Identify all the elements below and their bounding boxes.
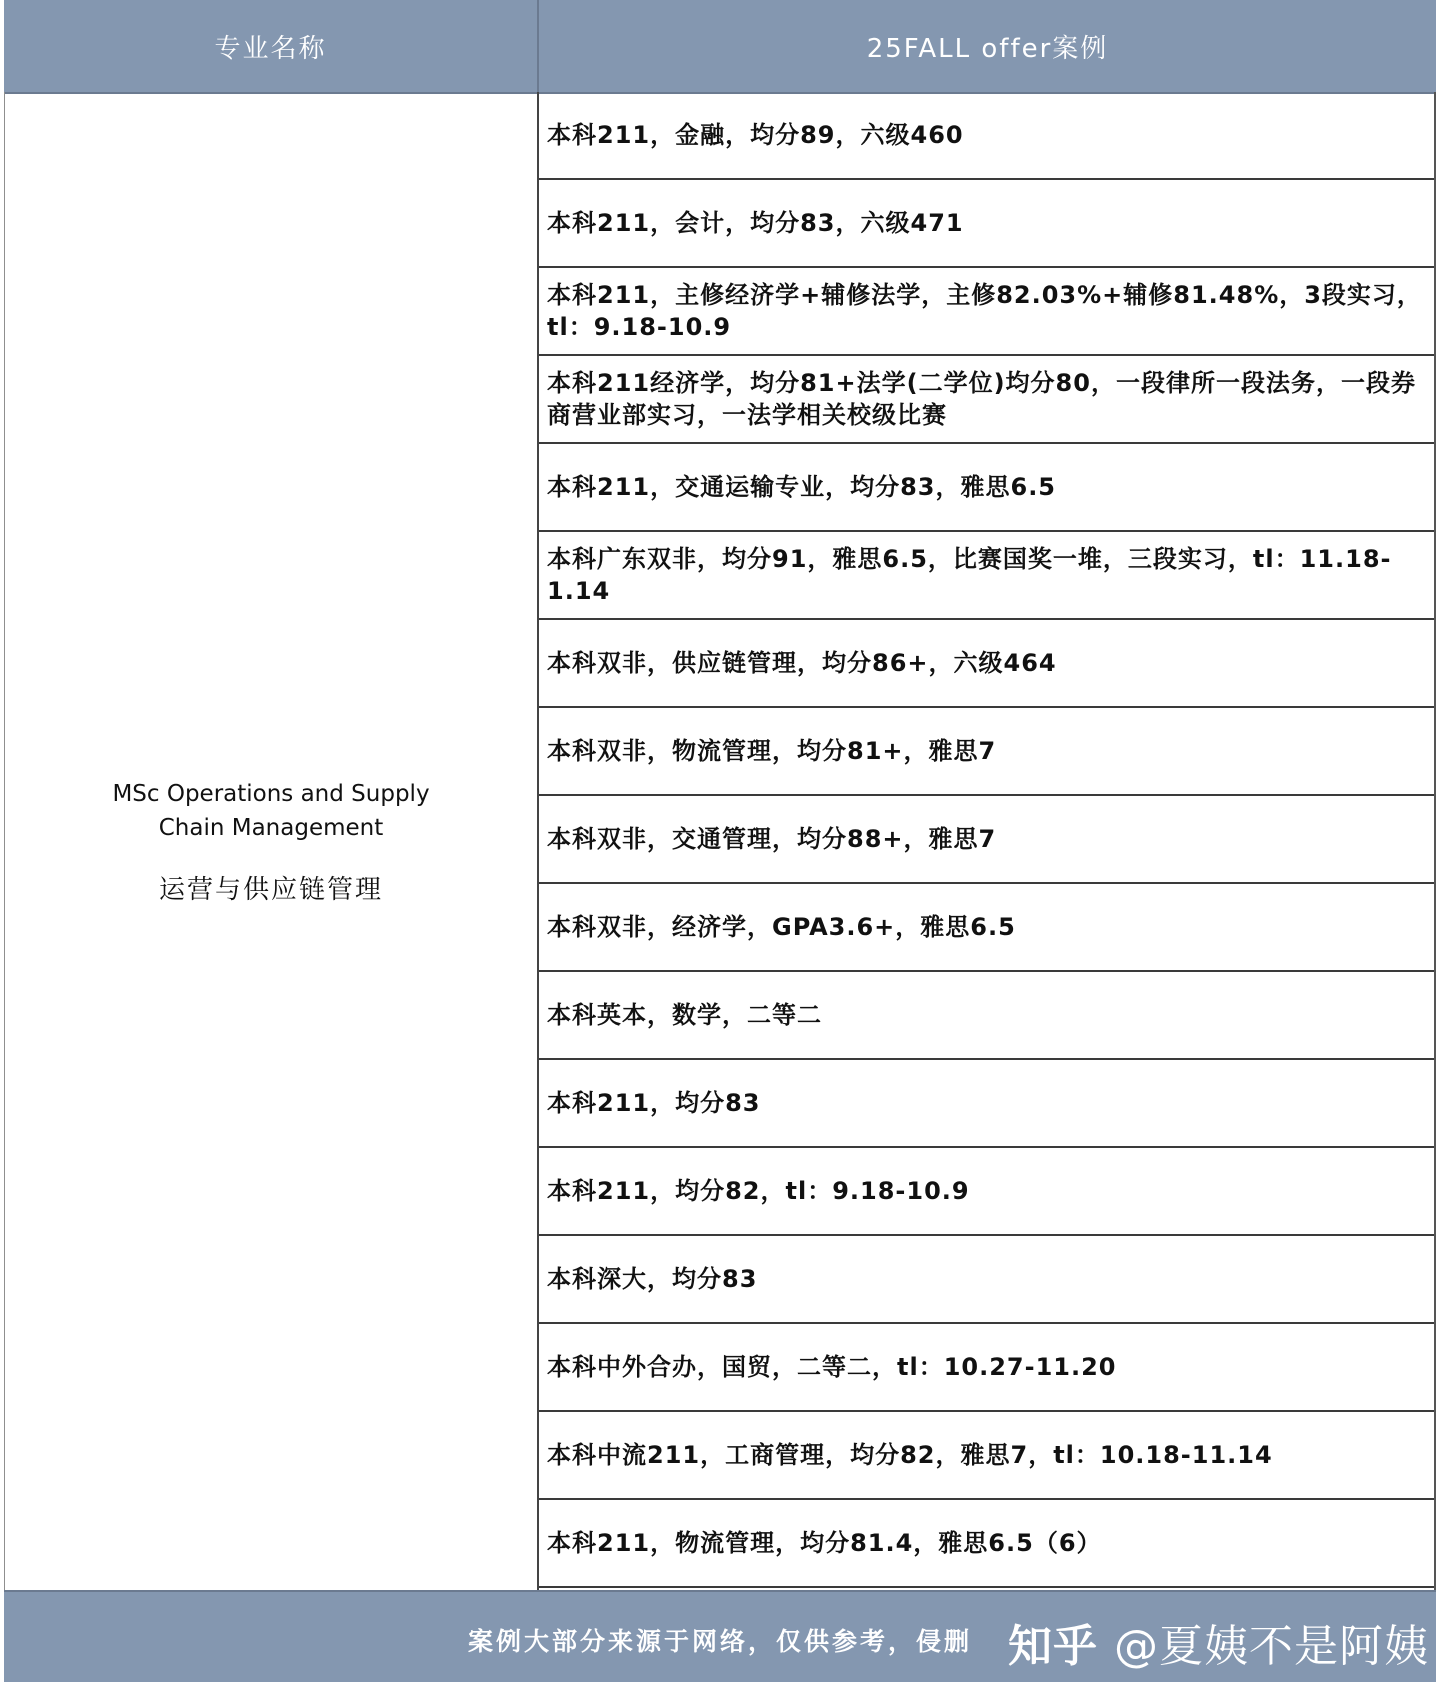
case-row: 本科211，金融，均分89，六级460 bbox=[539, 92, 1436, 180]
table-footer bbox=[4, 1590, 1436, 1682]
case-row: 本科双非，经济学，GPA3.6+，雅思6.5 bbox=[539, 884, 1436, 972]
major-cell bbox=[4, 92, 537, 1590]
footer-disclaimer: 案例大部分来源于网络，仅供参考，侵删 bbox=[468, 1627, 973, 1656]
case-row: 本科双非，交通管理，均分88+，雅思7 bbox=[539, 796, 1436, 884]
table-right-border bbox=[1434, 92, 1436, 1590]
case-row: 本科211经济学，均分81+法学(二学位)均分80，一段律所一段法务，一段券商营业部实习，一法学相关校级比赛 bbox=[539, 356, 1436, 444]
case-row: 本科双非，供应链管理，均分86+，六级464 bbox=[539, 620, 1436, 708]
offer-table bbox=[4, 0, 1436, 1680]
case-list bbox=[539, 92, 1436, 1590]
case-row: 本科双非，物流管理，均分81+，雅思7 bbox=[539, 708, 1436, 796]
case-row: 本科211，交通运输专业，均分83，雅思6.5 bbox=[539, 444, 1436, 532]
case-row: 本科211，均分83 bbox=[539, 1060, 1436, 1148]
case-row: 本科英本，数学，二等二 bbox=[539, 972, 1436, 1060]
case-row: 本科211，物流管理，均分81.4，雅思6.5（6） bbox=[539, 1500, 1436, 1588]
case-row: 本科广东双非，均分91，雅思6.5，比赛国奖一堆，三段实习，tl：11.18-1.14 bbox=[539, 532, 1436, 620]
case-row: 本科中流211，工商管理，均分82，雅思7，tl：10.18-11.14 bbox=[539, 1412, 1436, 1500]
case-row: 本科211，会计，均分83，六级471 bbox=[539, 180, 1436, 268]
header-major-name: 专业名称 bbox=[214, 33, 327, 64]
case-row: 本科211，均分82，tl：9.18-10.9 bbox=[539, 1148, 1436, 1236]
brand-watermark bbox=[1008, 1610, 1429, 1674]
case-row: 本科深大，均分83 bbox=[539, 1236, 1436, 1324]
major-chinese-name: 运营与供应链管理 bbox=[158, 874, 383, 905]
author-handle: @夏姨不是阿姨 bbox=[1114, 1621, 1429, 1672]
table-header bbox=[4, 0, 1436, 94]
case-row: 本科中外合办，国贸，二等二，tl：10.27-11.20 bbox=[539, 1324, 1436, 1412]
table-body bbox=[4, 92, 1436, 1590]
major-english-name: MSc Operations and Supply Chain Management bbox=[112, 780, 430, 841]
zhihu-logo: 知乎 bbox=[1008, 1621, 1098, 1672]
header-offer-cases: 25FALL offer案例 bbox=[866, 33, 1109, 64]
case-row: 本科211，主修经济学+辅修法学，主修82.03%+辅修81.48%，3段实习，tl：9.18-10.9 bbox=[539, 268, 1436, 356]
